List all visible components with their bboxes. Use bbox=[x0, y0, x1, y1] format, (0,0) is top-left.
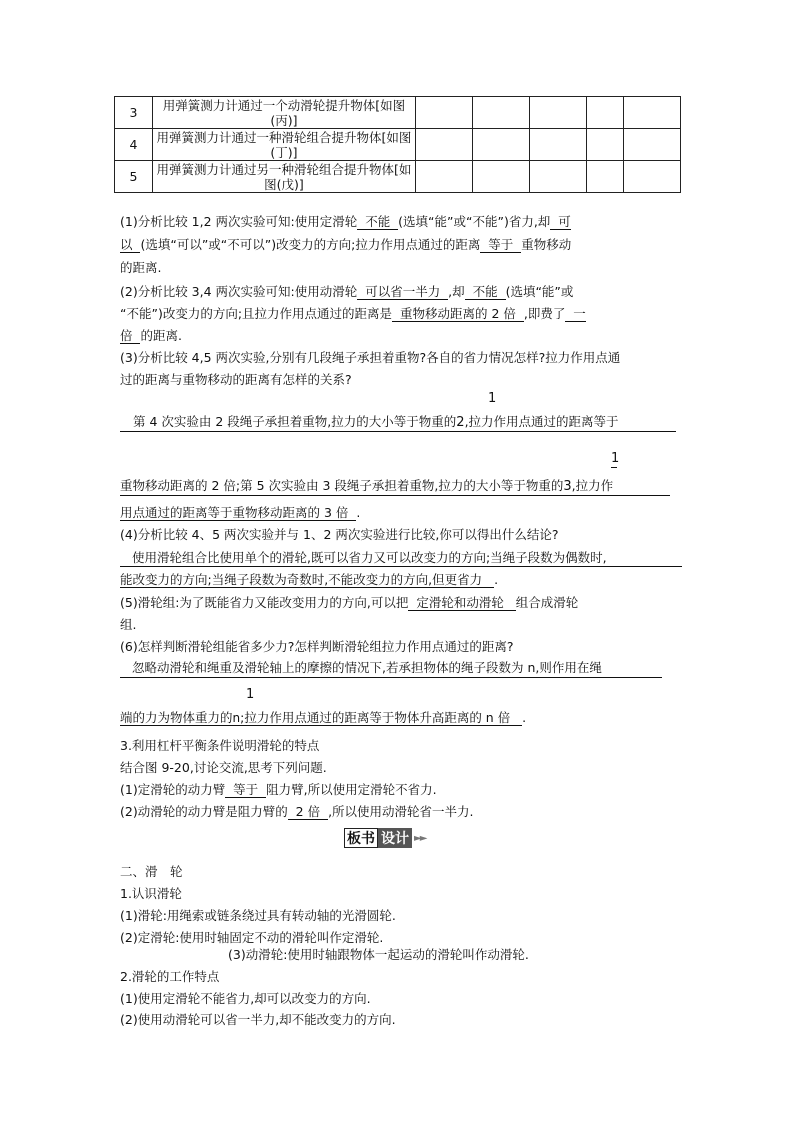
answer-underline bbox=[120, 431, 676, 432]
row-number: 3 bbox=[115, 97, 153, 129]
section-3-title: 3.利用杠杆平衡条件说明滑轮的特点 bbox=[120, 738, 320, 753]
answer: 以 bbox=[120, 237, 133, 252]
answer: 定滑轮和动滑轮 bbox=[416, 595, 504, 610]
question-3-answer-line-1 bbox=[133, 414, 619, 431]
answer-blank bbox=[550, 214, 570, 230]
text: (5)滑轮组:为了既能省力又能改变用力的方向,可以把 bbox=[120, 595, 409, 610]
fraction-denominator: 3 bbox=[563, 479, 572, 494]
empty-cell bbox=[587, 97, 624, 129]
text: (选填“可以”或“不可以”)改变力的方向;拉力作用点通过的距离 bbox=[140, 237, 481, 252]
text: 阻力臂,所以使用定滑轮不省力. bbox=[266, 782, 437, 797]
answer-blank bbox=[480, 237, 521, 253]
question-6-answer-line-1: 忽略动滑轮和绳重及滑轮轴上的摩擦的情况下,若承担物体的绳子段数为 n,则作用在绳 bbox=[132, 660, 602, 675]
answer-blank bbox=[225, 782, 266, 798]
answer-blank bbox=[120, 237, 140, 253]
answer: 不能 bbox=[472, 284, 498, 299]
answer: 不能 bbox=[365, 214, 391, 229]
table-row bbox=[115, 97, 681, 129]
answer: 用点通过的距离等于重物移动距离的 3 倍 bbox=[120, 505, 349, 520]
answer-underline bbox=[120, 495, 670, 496]
section-3-intro: 结合图 9-20,讨论交流,思考下列问题. bbox=[120, 760, 327, 775]
answer: ,拉力作 bbox=[571, 478, 614, 493]
row-description: 用弹簧测力计通过一个动滑轮提升物体[如图(丙)] bbox=[153, 97, 416, 129]
text: (1)分析比较 1,2 两次实验可知:使用定滑轮 bbox=[120, 214, 358, 229]
question-6-answer-line-2 bbox=[120, 710, 526, 726]
answer-blank bbox=[120, 710, 522, 726]
row-number: 5 bbox=[115, 161, 153, 193]
text: ,却 bbox=[448, 284, 465, 299]
question-5-line-2: 组. bbox=[120, 617, 137, 632]
answer-blank bbox=[120, 572, 494, 588]
empty-cell bbox=[416, 97, 473, 129]
question-3-answer-line-2 bbox=[120, 478, 613, 495]
fraction-numerator: 1 bbox=[611, 451, 620, 466]
board-item: (2)使用动滑轮可以省一半力,却不能改变力的方向. bbox=[120, 1012, 396, 1027]
fraction-numerator: 1 bbox=[246, 687, 255, 702]
question-2-line-2 bbox=[120, 306, 586, 322]
empty-cell bbox=[530, 97, 587, 129]
answer: 重物移动距离的 2 倍;第 5 次实验由 3 段绳子承担着重物,拉力的大小等于物重的 bbox=[120, 478, 564, 493]
board-item: (2)定滑轮:使用时轴固定不动的滑轮叫作定滑轮. bbox=[120, 930, 384, 945]
answer: 能改变力的方向;当绳子段数为奇数时,不能改变力的方向,但更省力 bbox=[120, 572, 483, 587]
empty-cell bbox=[473, 129, 530, 161]
text: ,即费了 bbox=[523, 306, 566, 321]
answer: ;拉力作用点通过的距离等于物体升高距离的 n 倍 bbox=[240, 710, 511, 725]
empty-cell bbox=[624, 129, 681, 161]
fraction-denominator: n bbox=[232, 711, 241, 725]
question-3-answer-line-3 bbox=[120, 505, 360, 521]
text: 重物移动 bbox=[521, 237, 572, 252]
answer: 2 倍 bbox=[295, 804, 321, 819]
text: . bbox=[356, 505, 361, 520]
answer: 端的力为物体重力的 bbox=[120, 710, 233, 725]
fraction-numerator: 1 bbox=[488, 391, 497, 406]
empty-cell bbox=[624, 97, 681, 129]
section-3-question-1 bbox=[120, 782, 437, 798]
empty-cell bbox=[416, 161, 473, 193]
answer: 等于 bbox=[488, 237, 514, 252]
answer: 重物移动距离的 2 倍 bbox=[400, 306, 516, 321]
answer: 可以省一半力 bbox=[365, 284, 441, 299]
banner-label-1: 板书 bbox=[344, 828, 378, 848]
question-1-line-3: 的距离. bbox=[120, 260, 162, 275]
row-description: 用弹簧测力计通过一种滑轮组合提升物体[如图(丁)] bbox=[153, 129, 416, 161]
answer-blank bbox=[120, 328, 140, 344]
text: 组合成滑轮 bbox=[515, 595, 579, 610]
banner-label-2: 设计 bbox=[378, 828, 412, 848]
board-section-1: 1.认识滑轮 bbox=[120, 886, 182, 901]
text: . bbox=[494, 572, 499, 587]
board-design-banner bbox=[344, 828, 425, 848]
empty-cell bbox=[624, 161, 681, 193]
empty-cell bbox=[587, 129, 624, 161]
empty-cell bbox=[416, 129, 473, 161]
answer-blank bbox=[357, 214, 398, 230]
question-4-answer-line-2 bbox=[120, 572, 498, 588]
question-1-line-1 bbox=[120, 214, 571, 230]
answer-blank bbox=[392, 306, 524, 322]
question-2-line-3 bbox=[120, 328, 182, 344]
answer: 可 bbox=[558, 214, 571, 229]
question-3-line-2: 过的距离与重物移动的距离有怎样的关系? bbox=[120, 372, 352, 387]
empty-cell bbox=[530, 161, 587, 193]
question-2-line-1 bbox=[120, 284, 573, 300]
question-5-line-1 bbox=[120, 595, 578, 611]
answer-blank bbox=[288, 804, 328, 820]
question-4-line-1: (4)分析比较 4、5 两次实验并与 1、2 两次实验进行比较,你可以得出什么结论? bbox=[120, 527, 559, 542]
text: (选填“能”或“不能”)省力,却 bbox=[398, 214, 551, 229]
row-description: 用弹簧测力计通过另一种滑轮组合提升物体[如图(戊)] bbox=[153, 161, 416, 193]
answer: 一 bbox=[573, 306, 586, 321]
empty-cell bbox=[587, 161, 624, 193]
answer-blank bbox=[565, 306, 585, 322]
board-heading: 二、滑 轮 bbox=[120, 864, 183, 879]
empty-cell bbox=[530, 129, 587, 161]
answer-blank bbox=[120, 505, 356, 521]
text: “不能”)改变力的方向;且拉力作用点通过的距离是 bbox=[120, 306, 393, 321]
board-item: (1)滑轮:用绳索或链条绕过具有转动轴的光滑圆轮. bbox=[120, 908, 396, 923]
fraction-bar bbox=[611, 467, 617, 468]
fraction-denominator: 2 bbox=[456, 415, 465, 430]
text: ,所以使用动滑轮省一半力. bbox=[328, 804, 474, 819]
text: (2)分析比较 3,4 两次实验可知:使用动滑轮 bbox=[120, 284, 358, 299]
answer: 第 4 次实验由 2 段绳子承担着重物,拉力的大小等于物重的 bbox=[133, 414, 457, 429]
table-row bbox=[115, 129, 681, 161]
empty-cell bbox=[473, 97, 530, 129]
answer-blank bbox=[408, 595, 515, 611]
answer: 倍 bbox=[120, 328, 133, 343]
answer-underline bbox=[120, 566, 682, 567]
table-row bbox=[115, 161, 681, 193]
text: (选填“能”或 bbox=[505, 284, 574, 299]
question-4-answer-line-1: 使用滑轮组合比使用单个的滑轮,既可以省力又可以改变力的方向;当绳子段数为偶数时, bbox=[132, 550, 607, 565]
arrows-icon: ►► bbox=[414, 832, 426, 844]
board-section-2: 2.滑轮的工作特点 bbox=[120, 969, 220, 984]
answer-blank bbox=[357, 284, 448, 300]
text: . bbox=[522, 710, 527, 725]
board-item: (3)动滑轮:使用时轴跟物体一起运动的滑轮叫作动滑轮. bbox=[228, 947, 529, 962]
question-6-line-1: (6)怎样判断滑轮组能省多少力?怎样判断滑轮组拉力作用点通过的距离? bbox=[120, 639, 514, 654]
answer-blank bbox=[465, 284, 506, 300]
answer: ,拉力作用点通过的距离等于 bbox=[464, 414, 619, 429]
section-3-question-2 bbox=[120, 804, 474, 820]
empty-cell bbox=[473, 161, 530, 193]
answer-underline bbox=[120, 677, 662, 678]
text: 的距离. bbox=[140, 328, 182, 343]
question-3-line-1: (3)分析比较 4,5 两次实验,分别有几段绳子承担着重物?各自的省力情况怎样?拉力作用点通 bbox=[120, 350, 621, 365]
question-1-line-2 bbox=[120, 237, 571, 253]
text: (2)动滑轮的动力臂是阻力臂的 bbox=[120, 804, 288, 819]
row-number: 4 bbox=[115, 129, 153, 161]
board-item: (1)使用定滑轮不能省力,却可以改变力的方向. bbox=[120, 991, 371, 1006]
answer: 等于 bbox=[233, 782, 259, 797]
text: (1)定滑轮的动力臂 bbox=[120, 782, 226, 797]
experiment-table bbox=[114, 96, 681, 193]
